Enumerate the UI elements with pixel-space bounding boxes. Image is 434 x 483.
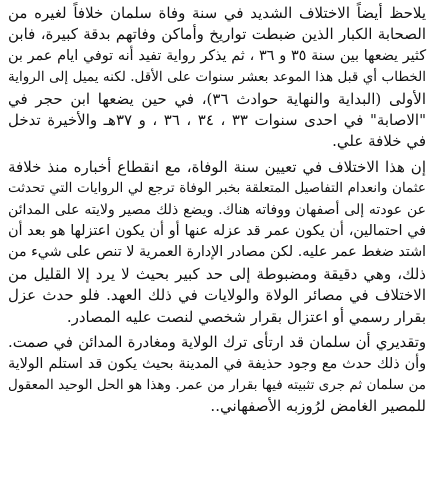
text-line: وتقديري أن سلمان قد ارتأى ترك الولاية ومغادرة المدائن في صمت. xyxy=(8,334,426,352)
text-line: كثير يضعها بين سنة ٣٥ و ٣٦ ، ثم يذكر رواية تفيد أنه توفي ايام عمر بن xyxy=(8,47,427,64)
paragraph-2 xyxy=(8,157,426,328)
text-line: الأولى (البداية والنهاية حوادث ٣٦)، في حين يضعها ابن حجر في xyxy=(8,89,426,108)
paragraph-1 xyxy=(8,3,426,153)
text-line: عثمان وانعدام التفاصيل المتعلقة بخبر الوفاة ترجع لي الروايات التي تحدثت xyxy=(8,180,426,197)
text-line: ذلك، وهي دقيقة ومضبوطة إلى حد كبير بحيث لا يرد إلا القليل من xyxy=(8,264,426,283)
text-line: الاختلاف في مصائر الولاة والولايات في ذلك العهد. فلو حدث عزل xyxy=(8,286,426,305)
text-line: الخطاب أي قبل هذا الموعد بعشر سنوات على الأقل. لكنه يميل إلى الرواية xyxy=(8,69,426,86)
text-line: بقرار رسمي أو اعتزال بقرار شخصي لنصت عليه المصادر. xyxy=(66,307,426,326)
paragraph-3 xyxy=(8,332,426,418)
text-line: للمصير الغامض لرُوزبه الأصفهاني.. xyxy=(210,397,426,416)
text-line: عن عودته إلى أصفهان ووفاته هناك. ويضع ذلك مصير ولايته على المدائن xyxy=(8,201,426,218)
text-line: يلاحظ أيضاً الاختلاف الشديد في سنة وفاة سلمان خلافاً لغيره من xyxy=(8,4,426,22)
text-line: الصحابة الكبار الذين ضبطت تواريخ وأماكن وفاتهم بدقة كبيرة، فابن xyxy=(8,25,426,44)
text-line: في احتمالين، أن يكون عمر قد عزله عنها أو أن يكون اعتزلها هو بعد أن xyxy=(8,223,426,240)
text-line: وأن ذلك حدث مع وجود حذيفة في المدينة بحيث يكون قد استلم الولاية xyxy=(8,355,426,372)
text-line: "الاصابة" في احدى سنوات ٣٣ ، ٣٤ ، ٣٦ ، و ٣٧هـ والأخيرة تدخل xyxy=(8,111,426,130)
text-line: اشتد ضغط عمر عليه. لكن مصادر الإدارة العمرية لا تنص على شيء من xyxy=(8,244,426,261)
text-line: في خلافة علي. xyxy=(332,132,426,151)
text-line: إن هذا الاختلاف في تعيين سنة الوفاة، مع انقطاع أخباره منذ خلافة xyxy=(8,157,426,176)
text-line: من سلمان ثم جرى تثبيته فيها بقرار من عمر. وهذا هو الحل الوحيد المعقول xyxy=(8,376,426,393)
